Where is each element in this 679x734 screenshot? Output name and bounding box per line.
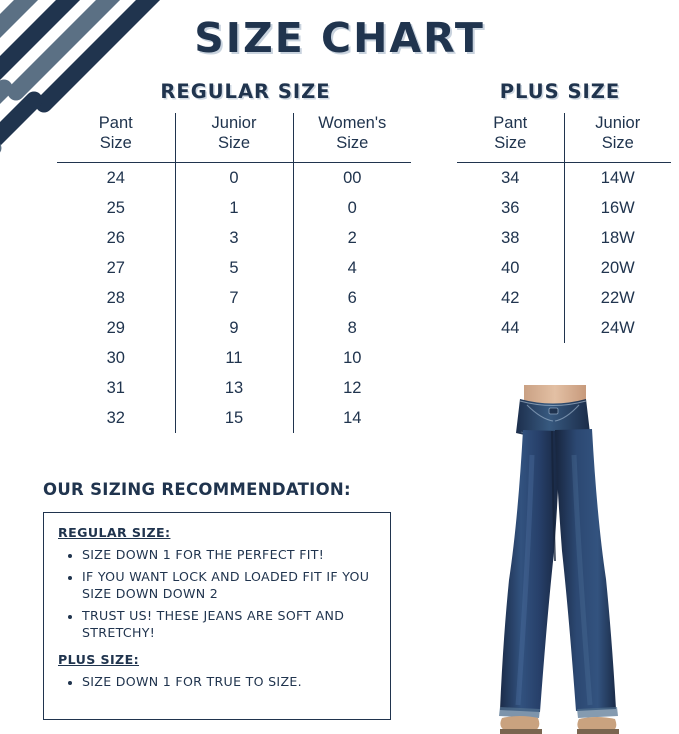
cell-pant-size: 44 (501, 319, 520, 337)
recommendation-list (58, 546, 376, 642)
table-header-row (57, 113, 411, 163)
cell-junior-size: 16W (564, 193, 671, 223)
cell-pant-size: 31 (106, 379, 125, 397)
cell-womens-size: 14 (293, 403, 411, 433)
column-header (564, 113, 671, 163)
column-header (57, 113, 175, 163)
table-row (457, 283, 671, 313)
cell-junior-size: 1 (175, 193, 293, 223)
column-header (457, 113, 564, 163)
table-row (57, 163, 411, 194)
recommendation-group-label: PLUS SIZE: (58, 651, 140, 667)
table-row (57, 313, 411, 343)
column-header-line1: Pant (98, 114, 133, 132)
table-row (57, 343, 411, 373)
recommendation-title: OUR SIZING RECOMMENDATION: (43, 480, 351, 499)
cell-pant-size: 27 (106, 259, 125, 277)
list-item: • SIZE DOWN 1 FOR TRUE TO SIZE. (82, 673, 376, 691)
column-header-line2: Size (99, 134, 132, 152)
cell-pant-size: 29 (106, 319, 125, 337)
column-header-line1: Women's (318, 114, 387, 132)
cell-pant-size: 24 (106, 169, 125, 187)
cell-pant-size: 42 (501, 289, 520, 307)
table-row (457, 223, 671, 253)
list-item: • TRUST US! THESE JEANS ARE SOFT AND STRETCHY! (82, 607, 376, 642)
cell-womens-size: 8 (293, 313, 411, 343)
cell-pant-size: 30 (106, 349, 125, 367)
cell-junior-size: 22W (564, 283, 671, 313)
list-item: • IF YOU WANT LOCK AND LOADED FIT IF YOU SIZE DOWN DOWN 2 (82, 568, 376, 603)
column-header-line1: Junior (211, 114, 257, 132)
cell-pant-size: 28 (106, 289, 125, 307)
recommendation-group-label: REGULAR SIZE: (58, 525, 171, 540)
table-row (457, 253, 671, 283)
cell-junior-size: 0 (175, 163, 293, 194)
cell-junior-size: 18W (564, 223, 671, 253)
cell-junior-size: 24W (564, 313, 671, 343)
table-row (57, 403, 411, 433)
cell-pant-size: 40 (501, 259, 520, 277)
table-header-row (457, 113, 671, 163)
recommendation-box (43, 512, 391, 720)
regular-size-table (57, 113, 411, 433)
cell-womens-size: 12 (293, 373, 411, 403)
column-header (293, 113, 411, 163)
cell-junior-size: 3 (175, 223, 293, 253)
cell-junior-size: 5 (175, 253, 293, 283)
cell-pant-size: 36 (501, 199, 520, 217)
cell-womens-size: 2 (293, 223, 411, 253)
cell-pant-size: 38 (501, 229, 520, 247)
cell-junior-size: 11 (175, 343, 293, 373)
plus-size-table (457, 113, 671, 343)
cell-junior-size: 15 (175, 403, 293, 433)
recommendation-list (58, 673, 376, 691)
cell-pant-size: 25 (106, 199, 125, 217)
table-row (57, 283, 411, 313)
cell-pant-size: 32 (106, 409, 125, 427)
cell-junior-size: 20W (564, 253, 671, 283)
cell-womens-size: 4 (293, 253, 411, 283)
cell-womens-size: 10 (293, 343, 411, 373)
table-row (57, 373, 411, 403)
table-row (457, 313, 671, 343)
product-photo-jeans (428, 385, 679, 734)
cell-womens-size: 00 (293, 163, 411, 194)
table-row (57, 193, 411, 223)
cell-junior-size: 7 (175, 283, 293, 313)
cell-pant-size: 34 (501, 169, 520, 187)
column-header-line2: Size (217, 134, 251, 152)
column-header-line2: Size (494, 134, 527, 152)
cell-junior-size: 14W (564, 163, 671, 194)
column-header-line1: Junior (595, 114, 641, 132)
cell-junior-size: 13 (175, 373, 293, 403)
regular-size-heading: REGULAR SIZE (160, 80, 331, 103)
column-header-line2: Size (336, 134, 369, 152)
table-row (57, 253, 411, 283)
column-header (175, 113, 293, 163)
cell-womens-size: 6 (293, 283, 411, 313)
table-row (457, 193, 671, 223)
list-item: • SIZE DOWN 1 FOR THE PERFECT FIT! (82, 546, 376, 564)
table-row (57, 223, 411, 253)
table-row (457, 163, 671, 194)
page-title: SIZE CHART (194, 14, 485, 62)
column-header-line1: Pant (493, 114, 528, 132)
plus-size-heading: PLUS SIZE (499, 80, 621, 103)
cell-womens-size: 0 (293, 193, 411, 223)
cell-junior-size: 9 (175, 313, 293, 343)
column-header-line2: Size (601, 134, 634, 152)
cell-pant-size: 26 (106, 229, 125, 247)
